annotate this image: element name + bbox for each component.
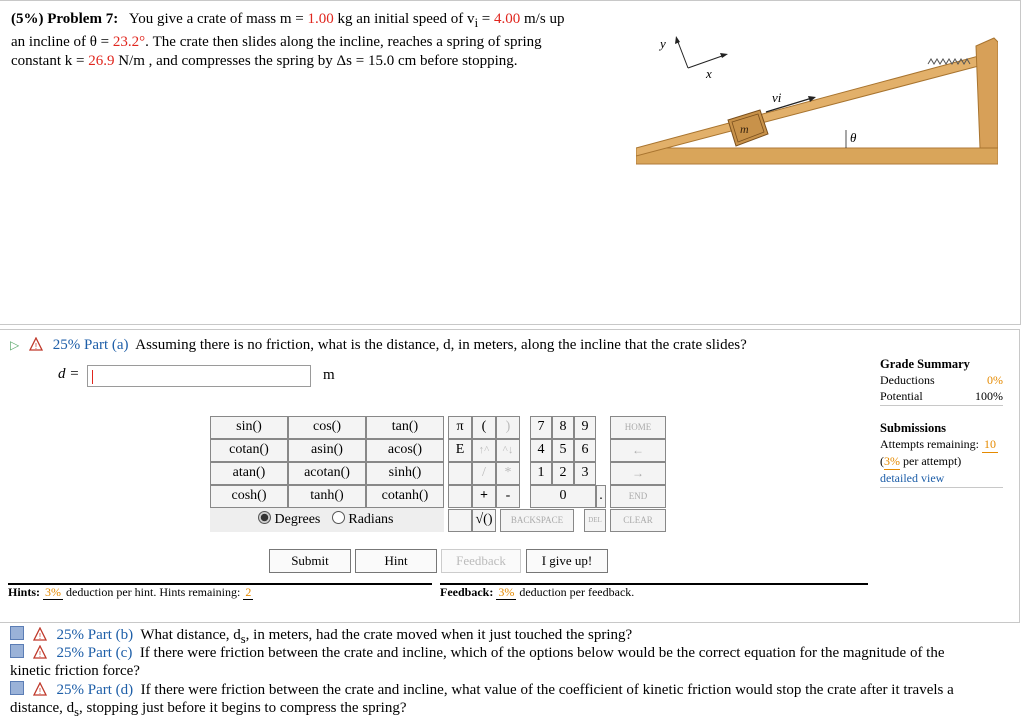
part-c-question: If there were friction between the crate and incline, which of the options below would be the correct equation for the magnitude of the — [139, 645, 945, 661]
up-exp-button[interactable]: ↑^ — [472, 439, 496, 462]
mass-value: 1.00 — [307, 11, 334, 27]
submissions-divider — [880, 487, 1003, 488]
digit-8-button[interactable]: 8 — [552, 416, 574, 439]
part-c-header[interactable] — [10, 644, 1010, 680]
answer-input[interactable] — [87, 365, 311, 387]
part-b-sub: s — [240, 632, 246, 646]
down-exp-button[interactable]: ^↓ — [496, 439, 520, 462]
problem-label: Problem 7: — [47, 11, 119, 27]
part-d-sub: s — [74, 705, 80, 719]
divide-button[interactable]: / — [472, 462, 496, 485]
warning-icon — [33, 627, 47, 641]
spring-constant-value: 26.9 — [88, 53, 115, 69]
acotan-button[interactable]: acotan() — [288, 462, 366, 485]
part-c-label: Part (c) — [87, 645, 133, 661]
feedback-bar — [440, 583, 868, 622]
crate-icon — [728, 110, 768, 146]
acos-button[interactable]: acos() — [366, 439, 444, 462]
problem-line2b: . The crate then slides along the incline, reaches a spring of spring — [145, 34, 542, 50]
angle-value: 23.2° — [112, 34, 146, 50]
angle-mode-row — [210, 508, 444, 532]
minus-button[interactable]: - — [496, 485, 520, 508]
per-attempt-text: per attempt) — [903, 454, 962, 468]
svg-text:!: ! — [38, 687, 41, 696]
problem-text-2: kg an initial speed of v — [333, 11, 475, 27]
grade-summary — [880, 356, 1003, 488]
incline-plank — [636, 54, 994, 156]
submit-button[interactable]: Submit — [269, 549, 351, 573]
decimal-button[interactable]: . — [596, 485, 606, 508]
potential-label: Potential — [880, 389, 923, 403]
problem-text-4: m/s up — [520, 11, 565, 27]
feedback-pct: 3% — [498, 585, 515, 599]
tanh-button[interactable]: tanh() — [288, 485, 366, 508]
digit-5-button[interactable]: 5 — [552, 439, 574, 462]
part-c-pct: 25% — [56, 645, 84, 661]
sinh-button[interactable]: sinh() — [366, 462, 444, 485]
part-d-question2b: , stopping just before it begins to compress the spring? — [79, 700, 407, 716]
svg-text:!: ! — [38, 632, 41, 641]
text-cursor — [92, 370, 93, 384]
part-c-doc-icon[interactable] — [10, 644, 24, 658]
atan-button[interactable]: atan() — [210, 462, 288, 485]
problem-line3b: N/m , and compresses the spring by Δs = 15.0 cm before stopping. — [114, 53, 518, 69]
ramp-base — [636, 148, 998, 164]
y-axis-label: y — [660, 36, 666, 51]
cotan-button[interactable]: cotan() — [210, 439, 288, 462]
radians-label: Radians — [348, 512, 394, 527]
multiply-button[interactable]: * — [496, 462, 520, 485]
incline-diagram — [636, 6, 998, 166]
cos-button[interactable]: cos() — [288, 416, 366, 439]
degrees-radio[interactable] — [258, 511, 271, 524]
feedback-label: Feedback: — [440, 585, 494, 599]
cotanh-button[interactable]: cotanh() — [366, 485, 444, 508]
problem-text-1: You give a crate of mass m = — [128, 11, 308, 27]
attempts-value: 10 — [983, 437, 996, 451]
part-b-label: Part (b) — [87, 627, 134, 643]
part-b-question2: , in meters, had the crate moved when it just touched the spring? — [245, 627, 633, 643]
deductions-label: Deductions — [880, 373, 935, 387]
hints-text: deduction per hint. Hints remaining: — [66, 585, 241, 599]
left-arrow-button[interactable]: ← — [610, 439, 666, 462]
digit-0-button[interactable]: 0 — [530, 485, 596, 508]
attempts-label: Attempts remaining: — [880, 437, 979, 451]
spring-wall — [976, 38, 998, 148]
grade-title: Grade Summary — [880, 357, 970, 371]
digit-1-button[interactable]: 1 — [530, 462, 552, 485]
warning-icon — [33, 645, 47, 659]
end-button[interactable]: END — [610, 485, 666, 508]
digit-9-button[interactable]: 9 — [574, 416, 596, 439]
detailed-view-link[interactable]: detailed view — [880, 471, 945, 485]
e-button[interactable]: E — [448, 439, 472, 462]
blank-key-1 — [448, 462, 472, 485]
attempts-paren: ( — [880, 454, 884, 468]
part-d-label: Part (d) — [87, 682, 134, 698]
clear-button[interactable]: CLEAR — [610, 509, 666, 532]
backspace-button[interactable]: BACKSPACE — [500, 509, 574, 532]
part-b-pct: 25% — [56, 627, 84, 643]
sin-button[interactable]: sin() — [210, 416, 288, 439]
theta-label: θ — [850, 130, 857, 145]
warning-icon — [29, 337, 43, 351]
feedback-text: deduction per feedback. — [519, 585, 635, 599]
blank-key-2 — [448, 485, 472, 508]
part-c-question2: kinetic friction force? — [10, 663, 140, 679]
hints-label: Hints: — [8, 585, 41, 599]
left-paren-button[interactable]: ( — [472, 416, 496, 439]
part-a-question: Assuming there is no friction, what is the distance, d, in meters, along the incline that the crate slides? — [135, 337, 747, 353]
part-d-question: If there were friction between the crate and incline, what value of the coefficient of kinetic friction would stop the crate after it travels a — [140, 682, 954, 698]
answer-variable: d = — [58, 366, 80, 382]
part-a-pct: 25% — [52, 337, 81, 353]
part-d-question2a: distance, d — [10, 700, 75, 716]
hints-remaining: 2 — [245, 585, 252, 599]
subscript-i: i — [474, 16, 479, 30]
problem-text-3: = — [478, 11, 495, 27]
speed-value: 4.00 — [494, 11, 521, 27]
submissions-title: Submissions — [880, 421, 947, 435]
part-a-header — [10, 336, 747, 354]
cosh-button[interactable]: cosh() — [210, 485, 288, 508]
digit-6-button[interactable]: 6 — [574, 439, 596, 462]
warning-icon — [33, 682, 47, 696]
tan-button[interactable]: tan() — [366, 416, 444, 439]
svg-text:!: ! — [38, 650, 41, 659]
crate-mass-label: m — [740, 122, 749, 136]
problem-statement — [11, 10, 621, 71]
problem-weight: (5%) — [11, 11, 44, 27]
part-a-label: Part (a) — [83, 337, 129, 353]
hints-pct: 3% — [45, 585, 62, 599]
asin-button[interactable]: asin() — [288, 439, 366, 462]
hints-bar — [8, 583, 432, 622]
sqrt-button[interactable]: √() — [472, 509, 496, 532]
digit-7-button[interactable]: 7 — [530, 416, 552, 439]
give-up-button[interactable]: I give up! — [526, 549, 608, 573]
problem-line2a: an incline of θ = — [11, 34, 113, 50]
per-attempt-pct: 3% — [884, 454, 900, 468]
answer-unit: m — [323, 367, 335, 383]
part-d-header[interactable] — [10, 681, 1010, 721]
part-b-doc-icon[interactable] — [10, 626, 24, 640]
problem-line3a: constant k = — [11, 53, 89, 69]
deductions-value: 0% — [987, 373, 1003, 387]
degrees-label: Degrees — [274, 512, 321, 527]
axes-icon — [658, 36, 728, 81]
del-button[interactable]: DEL — [584, 509, 606, 532]
digit-3-button[interactable]: 3 — [574, 462, 596, 485]
part-d-doc-icon[interactable] — [10, 681, 24, 695]
svg-text:!: ! — [34, 342, 38, 351]
x-axis-label: x — [706, 66, 712, 81]
digit-4-button[interactable]: 4 — [530, 439, 552, 462]
radians-radio[interactable] — [332, 511, 345, 524]
feedback-button[interactable]: Feedback — [441, 549, 521, 573]
expand-arrow-icon[interactable]: ▷ — [10, 338, 20, 352]
right-paren-button[interactable]: ) — [496, 416, 520, 439]
pi-button[interactable]: π — [448, 416, 472, 439]
blank-key-3 — [448, 509, 472, 532]
home-button[interactable]: HOME — [610, 416, 666, 439]
part-b-question: What distance, d — [140, 627, 241, 643]
part-d-pct: 25% — [56, 682, 84, 698]
potential-value: 100% — [975, 389, 1003, 403]
grade-divider — [880, 405, 1003, 406]
right-arrow-button[interactable]: → — [610, 462, 666, 485]
digit-2-button[interactable]: 2 — [552, 462, 574, 485]
hint-button[interactable]: Hint — [355, 549, 437, 573]
plus-button[interactable]: + — [472, 485, 496, 508]
velocity-label: vi — [772, 90, 782, 105]
